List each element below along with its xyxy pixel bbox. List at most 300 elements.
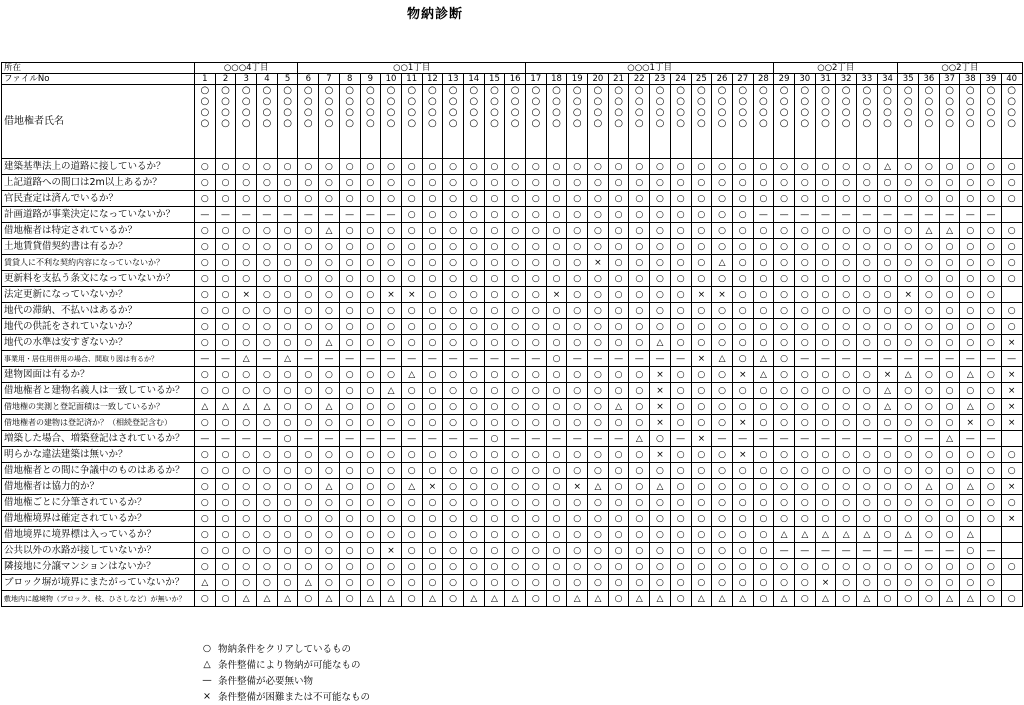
owner-name-cell: ○ ○ ○ ○ <box>588 85 609 159</box>
status-mark: — <box>794 543 815 559</box>
status-mark: ○ <box>567 575 588 591</box>
status-mark: △ <box>877 399 898 415</box>
status-mark: ○ <box>360 511 381 527</box>
status-mark: ○ <box>981 159 1002 175</box>
criteria-row <box>2 399 1023 415</box>
status-mark: ○ <box>195 303 216 319</box>
status-mark: ○ <box>381 575 402 591</box>
status-mark: ○ <box>339 159 360 175</box>
status-mark: ○ <box>401 399 422 415</box>
status-mark: ○ <box>215 223 236 239</box>
status-mark: ○ <box>195 415 216 431</box>
status-mark: ○ <box>505 559 526 575</box>
status-mark: ○ <box>981 591 1002 607</box>
criteria-row <box>2 303 1023 319</box>
status-mark: ○ <box>981 399 1002 415</box>
status-mark: ○ <box>443 415 464 431</box>
status-mark: ○ <box>195 511 216 527</box>
status-mark: ○ <box>732 239 753 255</box>
status-mark: △ <box>588 479 609 495</box>
status-mark: ○ <box>857 287 878 303</box>
file-number-cell: 1 <box>195 74 216 85</box>
status-mark: ○ <box>195 543 216 559</box>
status-mark: ○ <box>588 207 609 223</box>
status-mark: — <box>401 351 422 367</box>
status-mark: ○ <box>774 223 795 239</box>
status-mark: ○ <box>484 191 505 207</box>
criteria-label: 借地権者と建物名義人は一致しているか？ <box>2 383 195 399</box>
status-mark: ○ <box>422 239 443 255</box>
owner-name-cell: ○ ○ ○ ○ <box>608 85 629 159</box>
status-mark: ○ <box>981 495 1002 511</box>
status-mark: ○ <box>898 383 919 399</box>
status-mark: — <box>298 431 319 447</box>
status-mark: ○ <box>381 271 402 287</box>
criteria-label: 借地権ごとに分筆されているか？ <box>2 495 195 511</box>
status-mark: ○ <box>670 463 691 479</box>
status-mark: △ <box>360 591 381 607</box>
status-mark: ○ <box>712 335 733 351</box>
status-mark: ○ <box>898 399 919 415</box>
status-mark: ○ <box>401 591 422 607</box>
status-mark: ○ <box>257 383 278 399</box>
status-mark: ○ <box>836 383 857 399</box>
status-mark: — <box>877 351 898 367</box>
status-mark: ○ <box>960 159 981 175</box>
owner-name-cell: ○ ○ ○ ○ <box>484 85 505 159</box>
owner-name-cell: ○ ○ ○ ○ <box>257 85 278 159</box>
status-mark: ○ <box>443 367 464 383</box>
status-mark: △ <box>319 223 340 239</box>
status-mark: ○ <box>526 223 547 239</box>
district-group-header: ○○1丁目 <box>298 63 526 74</box>
owner-name-label: 借地権者氏名 <box>2 85 195 159</box>
status-mark: ○ <box>463 287 484 303</box>
status-mark: ○ <box>960 559 981 575</box>
criteria-row <box>2 463 1023 479</box>
status-mark: ○ <box>919 591 940 607</box>
status-mark: △ <box>960 367 981 383</box>
legend-text: 条件整備により物納が可能なもの <box>218 660 361 671</box>
status-mark: △ <box>691 591 712 607</box>
file-number-cell: 16 <box>505 74 526 85</box>
status-mark: ○ <box>484 559 505 575</box>
status-mark: ○ <box>774 351 795 367</box>
status-mark: ○ <box>650 543 671 559</box>
status-mark: × <box>381 287 402 303</box>
status-mark: ○ <box>422 527 443 543</box>
status-mark: ○ <box>650 271 671 287</box>
status-mark: ○ <box>732 495 753 511</box>
status-mark: ○ <box>877 415 898 431</box>
status-mark: ○ <box>732 159 753 175</box>
status-mark: △ <box>505 591 526 607</box>
status-mark: ○ <box>298 239 319 255</box>
status-mark: ○ <box>815 159 836 175</box>
status-mark: ○ <box>1001 319 1022 335</box>
file-number-cell: 34 <box>877 74 898 85</box>
criteria-row <box>2 351 1023 367</box>
status-mark: ○ <box>422 447 443 463</box>
file-number-cell: 36 <box>919 74 940 85</box>
status-mark: ○ <box>608 575 629 591</box>
status-mark: ○ <box>195 495 216 511</box>
status-mark: × <box>898 287 919 303</box>
status-mark: ○ <box>670 335 691 351</box>
status-mark: ○ <box>712 399 733 415</box>
status-mark: ○ <box>939 319 960 335</box>
criteria-label: 地代の水準は安すぎないか？ <box>2 335 195 351</box>
status-mark: ○ <box>712 543 733 559</box>
owner-name-cell: ○ ○ ○ ○ <box>877 85 898 159</box>
status-mark: ○ <box>608 191 629 207</box>
status-mark: × <box>1001 479 1022 495</box>
status-mark: — <box>670 431 691 447</box>
status-mark: ○ <box>691 319 712 335</box>
status-mark: ○ <box>670 207 691 223</box>
status-mark: ○ <box>960 495 981 511</box>
status-mark: ○ <box>443 207 464 223</box>
status-mark: ○ <box>629 543 650 559</box>
status-mark: ○ <box>257 575 278 591</box>
status-mark: — <box>463 431 484 447</box>
status-mark: ○ <box>1001 495 1022 511</box>
status-mark: ○ <box>857 319 878 335</box>
status-mark: ○ <box>588 495 609 511</box>
status-mark: ○ <box>339 383 360 399</box>
status-mark: ○ <box>526 271 547 287</box>
file-number-cell: 15 <box>484 74 505 85</box>
status-mark: △ <box>753 351 774 367</box>
status-mark: ○ <box>257 303 278 319</box>
status-mark: ○ <box>836 463 857 479</box>
status-mark: — <box>794 351 815 367</box>
file-number-cell: 20 <box>588 74 609 85</box>
status-mark: ○ <box>732 335 753 351</box>
status-mark: ○ <box>629 223 650 239</box>
status-mark: ○ <box>608 511 629 527</box>
file-number-cell: 6 <box>298 74 319 85</box>
status-mark: △ <box>898 367 919 383</box>
status-mark: ○ <box>236 159 257 175</box>
status-mark: ○ <box>443 159 464 175</box>
status-mark: ○ <box>981 303 1002 319</box>
status-mark: ○ <box>215 559 236 575</box>
criteria-row <box>2 383 1023 399</box>
status-mark: ○ <box>463 239 484 255</box>
status-mark: — <box>298 207 319 223</box>
criteria-row <box>2 591 1023 607</box>
status-mark: ○ <box>629 415 650 431</box>
owner-name-row <box>2 85 1023 159</box>
status-mark: ○ <box>794 239 815 255</box>
status-mark: ○ <box>650 223 671 239</box>
status-mark: ○ <box>401 511 422 527</box>
status-mark: ○ <box>670 527 691 543</box>
status-mark: ○ <box>732 575 753 591</box>
status-mark: ○ <box>836 175 857 191</box>
status-mark: ○ <box>401 303 422 319</box>
status-mark: × <box>422 479 443 495</box>
status-mark: ○ <box>257 495 278 511</box>
status-mark: ○ <box>588 159 609 175</box>
status-mark: ○ <box>815 191 836 207</box>
status-mark: — <box>360 431 381 447</box>
owner-name-cell: ○ ○ ○ ○ <box>629 85 650 159</box>
status-mark: — <box>567 351 588 367</box>
status-mark: ○ <box>381 159 402 175</box>
status-mark: ○ <box>608 527 629 543</box>
status-mark: ○ <box>857 575 878 591</box>
status-mark: ○ <box>670 255 691 271</box>
status-mark: ○ <box>939 255 960 271</box>
status-mark: ○ <box>836 303 857 319</box>
status-mark: ○ <box>360 575 381 591</box>
status-mark <box>981 527 1002 543</box>
status-mark: ○ <box>1001 159 1022 175</box>
status-mark: ○ <box>381 255 402 271</box>
status-mark: ○ <box>526 511 547 527</box>
status-mark: ○ <box>215 335 236 351</box>
status-mark: ○ <box>505 271 526 287</box>
status-mark: ○ <box>691 271 712 287</box>
status-mark: ○ <box>960 303 981 319</box>
status-mark: ○ <box>629 463 650 479</box>
criteria-label: 法定更新になっていないか？ <box>2 287 195 303</box>
status-mark: △ <box>960 479 981 495</box>
status-mark: ○ <box>381 495 402 511</box>
status-mark: ○ <box>981 447 1002 463</box>
status-mark: ○ <box>422 415 443 431</box>
status-mark: ○ <box>670 399 691 415</box>
status-mark: ○ <box>505 159 526 175</box>
status-mark: ○ <box>670 447 691 463</box>
criteria-label: 建物図面は有るか？ <box>2 367 195 383</box>
status-mark: ○ <box>712 559 733 575</box>
status-mark: ○ <box>960 255 981 271</box>
status-mark: ○ <box>236 495 257 511</box>
status-mark: ○ <box>794 191 815 207</box>
owner-name-cell: ○ ○ ○ ○ <box>815 85 836 159</box>
status-mark: ○ <box>629 495 650 511</box>
status-mark: ○ <box>463 575 484 591</box>
status-mark: ○ <box>546 351 567 367</box>
status-mark: ○ <box>339 175 360 191</box>
owner-name-cell: ○ ○ ○ ○ <box>836 85 857 159</box>
status-mark: ○ <box>670 575 691 591</box>
status-mark: ○ <box>505 319 526 335</box>
status-mark: ○ <box>898 559 919 575</box>
status-mark: ○ <box>298 159 319 175</box>
status-mark: ○ <box>257 239 278 255</box>
status-mark: × <box>650 399 671 415</box>
status-mark: ○ <box>422 159 443 175</box>
status-mark: ○ <box>277 575 298 591</box>
status-mark: ○ <box>277 191 298 207</box>
status-mark: ○ <box>1001 463 1022 479</box>
status-mark: △ <box>939 223 960 239</box>
owner-name-cell: ○ ○ ○ ○ <box>794 85 815 159</box>
status-mark: ○ <box>257 175 278 191</box>
status-mark: ○ <box>898 447 919 463</box>
owner-name-cell: ○ ○ ○ ○ <box>960 85 981 159</box>
status-mark: ○ <box>505 175 526 191</box>
status-mark: ○ <box>360 527 381 543</box>
status-mark: — <box>526 351 547 367</box>
status-mark: ○ <box>815 319 836 335</box>
status-mark: △ <box>857 591 878 607</box>
status-mark: ○ <box>774 383 795 399</box>
criteria-row <box>2 175 1023 191</box>
status-mark: ○ <box>463 191 484 207</box>
status-mark: ○ <box>629 159 650 175</box>
owner-name-cell: ○ ○ ○ ○ <box>401 85 422 159</box>
owner-name-cell: ○ ○ ○ ○ <box>670 85 691 159</box>
status-mark: △ <box>629 431 650 447</box>
status-mark: ○ <box>815 511 836 527</box>
status-mark: ○ <box>443 287 464 303</box>
status-mark: ○ <box>650 319 671 335</box>
status-mark: ○ <box>836 287 857 303</box>
status-mark: ○ <box>629 447 650 463</box>
status-mark: ○ <box>960 575 981 591</box>
status-mark: ○ <box>546 479 567 495</box>
status-mark: ○ <box>794 319 815 335</box>
status-mark: — <box>815 207 836 223</box>
status-mark: ○ <box>691 463 712 479</box>
status-mark: ○ <box>463 479 484 495</box>
status-mark: ○ <box>857 255 878 271</box>
owner-name-cell: ○ ○ ○ ○ <box>650 85 671 159</box>
status-mark: ○ <box>195 287 216 303</box>
criteria-row <box>2 431 1023 447</box>
status-mark: ○ <box>381 335 402 351</box>
status-mark: ○ <box>753 383 774 399</box>
status-mark: ○ <box>753 175 774 191</box>
status-mark: ○ <box>981 383 1002 399</box>
status-mark: ○ <box>484 239 505 255</box>
status-mark: ○ <box>443 255 464 271</box>
status-mark: ○ <box>712 239 733 255</box>
status-mark: ○ <box>898 303 919 319</box>
criteria-row <box>2 287 1023 303</box>
status-mark: ○ <box>608 543 629 559</box>
status-mark: ○ <box>588 223 609 239</box>
legend <box>196 640 370 704</box>
status-mark: ○ <box>298 287 319 303</box>
status-mark: ○ <box>236 367 257 383</box>
criteria-row <box>2 191 1023 207</box>
status-mark: ○ <box>443 559 464 575</box>
status-mark: △ <box>960 591 981 607</box>
status-mark: ○ <box>919 463 940 479</box>
status-mark: — <box>629 351 650 367</box>
status-mark: ○ <box>712 495 733 511</box>
status-mark: ○ <box>422 303 443 319</box>
status-mark: ○ <box>877 287 898 303</box>
status-mark: ○ <box>546 271 567 287</box>
status-mark: ○ <box>546 543 567 559</box>
status-mark: ○ <box>898 575 919 591</box>
status-mark: ○ <box>484 367 505 383</box>
status-mark: ○ <box>712 175 733 191</box>
status-mark: ○ <box>381 399 402 415</box>
status-mark: △ <box>939 591 960 607</box>
status-mark: ○ <box>422 207 443 223</box>
status-mark: ○ <box>236 239 257 255</box>
status-mark: ○ <box>732 223 753 239</box>
district-group-header: ○○2丁目 <box>774 63 898 74</box>
status-mark: ○ <box>960 447 981 463</box>
status-mark: — <box>381 431 402 447</box>
status-mark <box>1001 575 1022 591</box>
status-mark: ○ <box>836 575 857 591</box>
criteria-label: 借地権者との間に争議中のものはあるか？ <box>2 463 195 479</box>
criteria-label: 隣接地に分譲マンションはないか？ <box>2 559 195 575</box>
status-mark: ○ <box>360 415 381 431</box>
status-mark: ○ <box>794 511 815 527</box>
status-mark: ○ <box>546 495 567 511</box>
status-mark: ○ <box>381 463 402 479</box>
status-mark: ○ <box>608 175 629 191</box>
status-mark: ○ <box>608 335 629 351</box>
status-mark: — <box>319 207 340 223</box>
status-mark: ○ <box>732 175 753 191</box>
status-mark: ○ <box>588 175 609 191</box>
status-mark: ○ <box>257 559 278 575</box>
status-mark: × <box>650 367 671 383</box>
status-mark: ○ <box>960 175 981 191</box>
criteria-label: 事業用・居住用併用の場合、間取り図は有るか？ <box>2 351 195 367</box>
status-mark: ○ <box>567 559 588 575</box>
status-mark: ○ <box>339 495 360 511</box>
status-mark: ○ <box>732 207 753 223</box>
status-mark: ○ <box>484 383 505 399</box>
status-mark: ○ <box>215 447 236 463</box>
status-mark: ○ <box>712 207 733 223</box>
status-mark: ○ <box>277 175 298 191</box>
status-mark: ○ <box>484 431 505 447</box>
status-mark: ○ <box>732 463 753 479</box>
status-mark: — <box>1001 351 1022 367</box>
status-mark: ○ <box>919 575 940 591</box>
status-mark: × <box>732 415 753 431</box>
status-mark: ○ <box>608 271 629 287</box>
status-mark: ○ <box>939 463 960 479</box>
status-mark: ○ <box>877 223 898 239</box>
status-mark: ○ <box>836 271 857 287</box>
criteria-row <box>2 271 1023 287</box>
status-mark: ○ <box>360 367 381 383</box>
status-mark: ○ <box>774 511 795 527</box>
criteria-label: 官民査定は済んでいるか？ <box>2 191 195 207</box>
status-mark: ○ <box>298 447 319 463</box>
status-mark: ○ <box>691 207 712 223</box>
file-number-cell: 13 <box>443 74 464 85</box>
status-mark: ○ <box>629 255 650 271</box>
status-mark: △ <box>919 223 940 239</box>
status-mark: — <box>794 431 815 447</box>
status-mark: ○ <box>794 575 815 591</box>
status-mark: ○ <box>546 447 567 463</box>
status-mark: ○ <box>422 271 443 287</box>
status-mark: ○ <box>526 543 547 559</box>
owner-name-cell: ○ ○ ○ ○ <box>505 85 526 159</box>
status-mark: ○ <box>463 319 484 335</box>
owner-name-cell: ○ ○ ○ ○ <box>567 85 588 159</box>
status-mark: ○ <box>257 191 278 207</box>
status-mark: ○ <box>960 191 981 207</box>
